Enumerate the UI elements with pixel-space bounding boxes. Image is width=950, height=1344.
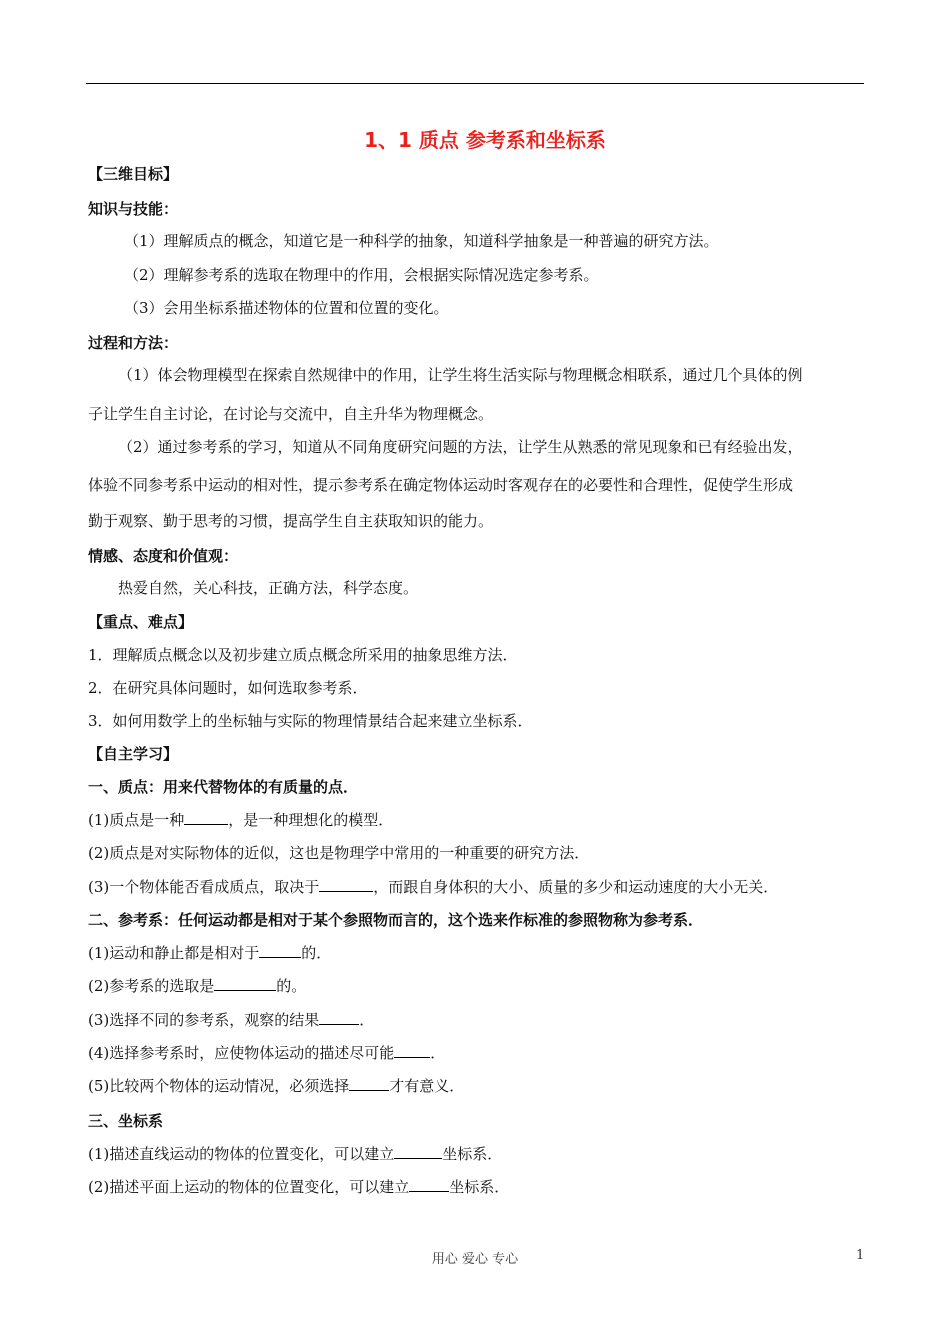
page-number: 1 (856, 1248, 865, 1263)
process-p2-line2: 体验不同参考系中运动的相对性，提示参考系在确定物体运动时客观存在的必要性和合理性，促使学生形成 (88, 476, 794, 494)
process-p2-line3: 勤于观察、勤于思考的习惯，提高学生自主获取知识的能力。 (88, 512, 494, 530)
key-heading: 【重点、难点】 (88, 613, 194, 631)
process-p1-line1: （1）体会物理模型在探索自然规律中的作用，让学生将生活实际与物理概念相联系，通过几个具体的例 (118, 366, 803, 384)
attitude-heading: 情感、态度和价值观： (88, 547, 239, 565)
key-item-3: 3．如何用数学上的坐标轴与实际的物理情景结合起来建立坐标系． (88, 712, 533, 730)
key-item-2: 2．在研究具体问题时，如何选取参考系． (88, 679, 368, 697)
process-p1-line2: 子让学生自主讨论，在讨论与交流中，自主升华为物理概念。 (88, 405, 494, 423)
fill-blank (394, 1043, 430, 1058)
knowledge-item-3: （3）会用坐标系描述物体的位置和位置的变化。 (124, 299, 449, 317)
header-rule (86, 83, 864, 84)
fill-blank (349, 1076, 389, 1091)
part1-q2: (2)质点是对实际物体的近似，这也是物理学中常用的一种重要的研究方法． (88, 844, 590, 862)
part1-q1: (1)质点是一种 ，是一种理想化的模型． (88, 811, 394, 829)
part2-q1: (1)运动和静止都是相对于 的． (88, 944, 332, 962)
key-item-1: 1．理解质点概念以及初步建立质点概念所采用的抽象思维方法． (88, 646, 518, 664)
fill-blank (184, 810, 228, 825)
attitude-text: 热爱自然，关心科技，正确方法，科学态度。 (118, 579, 419, 597)
part1-q3: (3)一个物体能否看成质点，取决于 ，而跟自身体积的大小、质量的多少和运动速度的大小无关． (88, 878, 779, 896)
fill-blank (259, 943, 301, 958)
fill-blank (394, 1144, 442, 1159)
process-heading: 过程和方法： (88, 334, 179, 352)
part1-heading: 一、质点：用来代替物体的有质量的点． (88, 778, 359, 796)
part3-q1: (1)描述直线运动的物体的位置变化，可以建立 坐标系． (88, 1145, 503, 1163)
part2-q5: (5)比较两个物体的运动情况，必须选择 才有意义． (88, 1077, 465, 1095)
self-study-heading: 【自主学习】 (88, 745, 179, 763)
part3-q2: (2)描述平面上运动的物体的位置变化，可以建立 坐标系． (88, 1178, 510, 1196)
part3-heading: 三、坐标系 (88, 1112, 164, 1130)
page-title: 1、1 质点 参考系和坐标系 (364, 128, 606, 152)
goals-heading: 【三维目标】 (88, 165, 179, 183)
part2-heading: 二、参考系：任何运动都是相对于某个参照物而言的，这个选来作标准的参照物称为参考系． (88, 911, 704, 929)
fill-blank (409, 1177, 449, 1192)
part2-q4: (4)选择参考系时，应使物体运动的描述尽可能 ． (88, 1044, 446, 1062)
fill-blank (319, 1010, 359, 1025)
knowledge-heading: 知识与技能： (88, 200, 179, 218)
fill-blank (214, 976, 276, 991)
knowledge-item-2: （2）理解参考系的选取在物理中的作用，会根据实际情况选定参考系。 (124, 266, 599, 284)
part2-q2: (2)参考系的选取是 的。 (88, 977, 307, 995)
footer-text: 用心 爱心 专心 (431, 1252, 519, 1267)
part2-q3: (3)选择不同的参考系，观察的结果 ． (88, 1011, 375, 1029)
fill-blank (319, 877, 373, 892)
knowledge-item-1: （1）理解质点的概念，知道它是一种科学的抽象，知道科学抽象是一种普遍的研究方法。 (124, 232, 719, 250)
process-p2-line1: （2）通过参考系的学习，知道从不同角度研究问题的方法，让学生从熟悉的常见现象和已有经验出发， (118, 438, 803, 456)
